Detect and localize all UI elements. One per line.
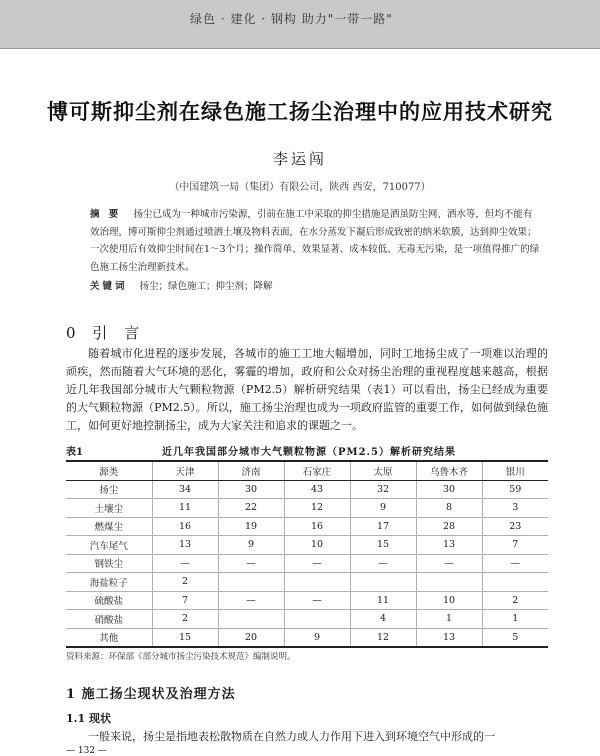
- table-row: [66, 628, 548, 647]
- abstract-label: 摘 要: [90, 209, 122, 220]
- table-row-label: 汽车尾气: [66, 536, 152, 555]
- table-row: [66, 536, 548, 555]
- table-cell: 13: [416, 536, 482, 555]
- table-cell: —: [284, 554, 350, 573]
- table-cell: —: [152, 554, 218, 573]
- author-name: 李运闯: [272, 150, 327, 168]
- table-cell: 9: [350, 499, 416, 518]
- table-cell: [350, 573, 416, 592]
- table-label: 表1: [66, 447, 83, 458]
- table-cell: 12: [350, 628, 416, 647]
- table-cell: 10: [416, 591, 482, 610]
- table-cell: 7: [482, 536, 548, 555]
- table-cell: 43: [284, 480, 350, 499]
- table-cell: 32: [350, 480, 416, 499]
- running-header-bar: [0, 0, 600, 49]
- table-cell: —: [218, 591, 284, 610]
- page-number: — 132 —: [66, 746, 107, 756]
- pm25-source-table: [66, 460, 548, 648]
- table-cell: 34: [152, 480, 218, 499]
- table-cell: 11: [350, 591, 416, 610]
- table-cell: —: [482, 554, 548, 573]
- table-row-label: 土壤尘: [66, 499, 152, 518]
- keywords: [90, 279, 540, 295]
- table-row-label: 扬尘: [66, 480, 152, 499]
- table-row: [66, 480, 548, 499]
- section-1-heading: 1 施工扬尘现状及治理方法: [66, 687, 236, 702]
- table-row-label: 硝酸盐: [66, 610, 152, 629]
- table-row-label: 硫酸盐: [66, 591, 152, 610]
- table-cell: [218, 573, 284, 592]
- table-row: [66, 517, 548, 536]
- keywords-label: 关键词: [90, 281, 128, 292]
- table-row: [66, 554, 548, 573]
- paper-title: 博可斯抑尘剂在绿色施工扬尘治理中的应用技术研究: [47, 99, 553, 124]
- table-header-cell: 石家庄: [284, 461, 350, 480]
- table-cell: 30: [218, 480, 284, 499]
- table-cell: 30: [416, 480, 482, 499]
- keywords-text: 扬尘；绿色施工；抑尘剂；降解: [139, 281, 273, 292]
- intro-paragraph: 随着城市化进程的逐步发展，各城市的施工工地大幅增加，同时工地扬尘成了一项难以治理的顽疾，然而随着大气环境的恶化，雾霾的增加，政府和公众对扬尘治理的重视程度越来越高，根据近几年我国部分城市大气颗粒物源（PM2.5）解析研究结果（表1）可以看出，扬尘已经成为重要的大气颗粒物源（PM2.5）。所以，施工扬尘治理也成为一项政府监管的重要工作，如何做到绿色施工，如何更好地控制扬尘，成为大家关注和追求的课题之一。: [66, 347, 548, 432]
- table-cell: 12: [284, 499, 350, 518]
- table-cell: 15: [350, 536, 416, 555]
- table-cell: [284, 573, 350, 592]
- intro-heading: 0 引 言: [66, 324, 146, 342]
- abstract-text: 扬尘已成为一种城市污染源，引前在施工中采取的抑尘措施是洒虽防尘网、洒水等，但均不能有效治理，博可斯抑尘剂通过喷洒土壤及物料表面，在水分蒸发下凝后形成致密的纳米软膜，达到抑尘效果；一次使用后有效抑尘时间在1～3个月；操作简单、效果显著、成本较低、无毒无污染，是一项值得推广的绿色施工扬尘治理新技术。: [90, 209, 540, 273]
- table-cell: 3: [482, 499, 548, 518]
- table-cell: 16: [284, 517, 350, 536]
- table-cell: 59: [482, 480, 548, 499]
- table-row: [66, 573, 548, 592]
- table-cell: 2: [152, 573, 218, 592]
- table-header-cell: 乌鲁木齐: [416, 461, 482, 480]
- table-cell: —: [350, 554, 416, 573]
- abstract: [90, 206, 540, 276]
- table-source-note: 资料来源：环保部《部分城市扬尘污染技术规范》编制说明。: [66, 652, 296, 662]
- table-cell: 2: [152, 610, 218, 629]
- table-header-cell: 天津: [152, 461, 218, 480]
- table-cell: [482, 573, 548, 592]
- table-cell: 11: [152, 499, 218, 518]
- table-cell: 19: [218, 517, 284, 536]
- table-row: [66, 610, 548, 629]
- table-header-cell: 济南: [218, 461, 284, 480]
- table-cell: 9: [284, 628, 350, 647]
- table-header-cell: 太原: [350, 461, 416, 480]
- table-cell: 15: [152, 628, 218, 647]
- table-cell: [284, 610, 350, 629]
- table-cell: [416, 573, 482, 592]
- table-cell: 13: [416, 628, 482, 647]
- table-header-cell: 银川: [482, 461, 548, 480]
- table-cell: 23: [482, 517, 548, 536]
- table-cell: —: [284, 591, 350, 610]
- table-cell: 22: [218, 499, 284, 518]
- table-cell: 1: [416, 610, 482, 629]
- table-cell: 17: [350, 517, 416, 536]
- table-row: [66, 591, 548, 610]
- table-cell: 16: [152, 517, 218, 536]
- table-cell: 5: [482, 628, 548, 647]
- table-row: [66, 499, 548, 518]
- table-header-cell: 源类: [66, 461, 152, 480]
- author-affiliation: （中国建筑一局（集团）有限公司，陕西 西安，710077）: [169, 182, 431, 193]
- table-cell: 13: [152, 536, 218, 555]
- table-cell: [218, 610, 284, 629]
- table-row-label: 海盐粒子: [66, 573, 152, 592]
- table-row-label: 钢铁尘: [66, 554, 152, 573]
- running-head: 绿色 · 建化 · 钢构 助力"一带一路": [190, 12, 393, 26]
- table-cell: 7: [152, 591, 218, 610]
- section-1-1-text: 一般来说，扬尘是指地表松散物质在自然力或人力作用下进入到环境空气中形成的一: [88, 730, 495, 743]
- table-row-label: 其他: [66, 628, 152, 647]
- table-cell: —: [218, 554, 284, 573]
- table-row-label: 燃煤尘: [66, 517, 152, 536]
- table-cell: 4: [350, 610, 416, 629]
- table-cell: 10: [284, 536, 350, 555]
- table-title: 近几年我国部分城市大气颗粒物源（PM2.5）解析研究结果: [162, 447, 456, 458]
- table-cell: 9: [218, 536, 284, 555]
- section-1-1-heading: 1.1 现状: [66, 712, 111, 725]
- table-cell: 28: [416, 517, 482, 536]
- table-cell: 2: [482, 591, 548, 610]
- table-cell: —: [416, 554, 482, 573]
- table-cell: 20: [218, 628, 284, 647]
- table-header-row: [66, 461, 548, 480]
- table-cell: 1: [482, 610, 548, 629]
- table-cell: 8: [416, 499, 482, 518]
